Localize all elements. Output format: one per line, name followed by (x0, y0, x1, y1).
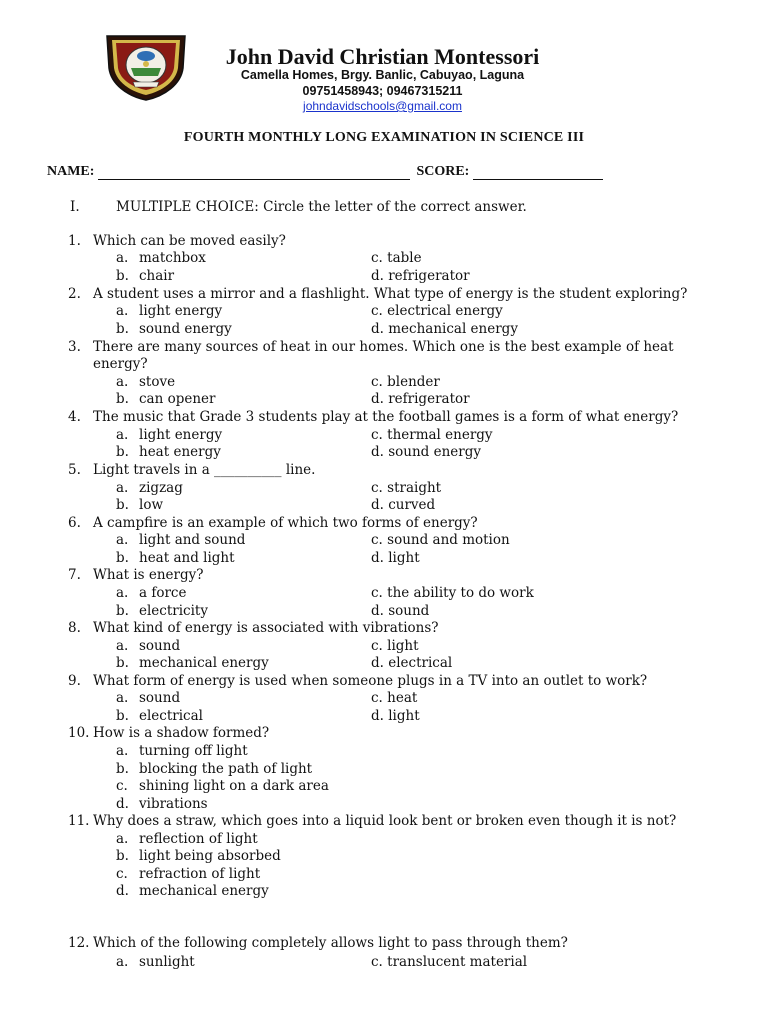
option-letter[interactable]: d. (116, 796, 129, 812)
option-letter[interactable]: c. (116, 778, 128, 794)
option-text: electrical (139, 708, 203, 724)
option-text: sound (139, 690, 181, 706)
option-text: light energy (139, 303, 223, 319)
option-letter[interactable]: a. (116, 831, 129, 847)
option-text: sunlight (139, 954, 195, 970)
option-right[interactable]: d. electrical (371, 655, 453, 671)
option-right[interactable]: d. light (371, 550, 420, 566)
option-right[interactable]: d. sound energy (371, 444, 481, 460)
option-letter[interactable]: b. (116, 497, 129, 513)
question-text: There are many sources of heat in our homes. Which one is the best example of heat (93, 339, 674, 355)
option-letter[interactable]: b. (116, 708, 129, 724)
question-text: What kind of energy is associated with vibrations? (93, 620, 439, 636)
school-phone: 09751458943; 09467315211 (302, 84, 463, 98)
question-text: Why does a straw, which goes into a liquid look bent or broken even though it is not? (93, 813, 677, 829)
option-letter[interactable]: c. (116, 866, 128, 882)
option-right[interactable]: c. the ability to do work (371, 585, 534, 601)
school-address: Camella Homes, Brgy. Banlic, Cabuyao, Laguna (240, 68, 525, 82)
section-instruction: MULTIPLE CHOICE: Circle the letter of the correct answer. (116, 199, 527, 215)
option-letter[interactable]: b. (116, 655, 129, 671)
option-letter[interactable]: b. (116, 848, 129, 864)
school-email-link[interactable]: johndavidschools@gmail.com (303, 99, 462, 113)
option-right[interactable]: c. light (371, 638, 419, 654)
option-text: light energy (139, 427, 223, 443)
option-letter[interactable]: b. (116, 321, 129, 337)
question-number: 12. (68, 935, 90, 951)
question-number: 6. (68, 515, 81, 531)
section-heading (70, 199, 527, 215)
option-letter[interactable]: a. (116, 427, 129, 443)
option-right[interactable]: c. translucent material (371, 954, 528, 970)
score-label: SCORE: (416, 164, 470, 179)
option-letter[interactable]: b. (116, 550, 129, 566)
option-right[interactable]: d. refrigerator (371, 268, 470, 284)
question-number: 9. (68, 673, 81, 689)
name-field[interactable] (98, 165, 410, 180)
option-letter[interactable]: a. (116, 374, 129, 390)
option-text: sound energy (139, 321, 232, 337)
option-right[interactable]: c. straight (371, 480, 442, 496)
option-text: mechanical energy (139, 655, 269, 671)
option-right[interactable]: d. refrigerator (371, 391, 470, 407)
name-label: NAME: (47, 164, 95, 179)
question-number: 1. (68, 233, 81, 249)
question-number: 5. (68, 462, 81, 478)
question-text: What is energy? (93, 567, 204, 583)
question-text: A student uses a mirror and a flashlight. What type of energy is the student exploring? (93, 286, 688, 302)
option-letter[interactable]: a. (116, 638, 129, 654)
option-text: a force (139, 585, 187, 601)
option-text: light being absorbed (139, 848, 281, 864)
option-right[interactable]: d. mechanical energy (371, 321, 518, 337)
question-number: 8. (68, 620, 81, 636)
option-text: refraction of light (139, 866, 261, 882)
option-letter[interactable]: a. (116, 690, 129, 706)
option-letter[interactable]: b. (116, 268, 129, 284)
question-text: Which of the following completely allows light to pass through them? (93, 935, 568, 951)
option-text: reflection of light (139, 831, 258, 847)
question-text: Light travels in a __________ line. (93, 462, 316, 478)
name-score-row (47, 164, 603, 180)
question-text: A campfire is an example of which two forms of energy? (93, 515, 478, 531)
question-text: How is a shadow formed? (93, 725, 270, 741)
option-text: matchbox (139, 250, 206, 266)
option-right[interactable]: c. heat (371, 690, 418, 706)
question-number: 7. (68, 567, 81, 583)
question-text-continued: energy? (93, 356, 148, 372)
option-letter[interactable]: a. (116, 480, 129, 496)
question-number: 11. (68, 813, 90, 829)
question-text: The music that Grade 3 students play at the football games is a form of what energy? (93, 409, 679, 425)
school-name: John David Christian Montessori (225, 44, 540, 69)
option-right[interactable]: c. blender (371, 374, 440, 390)
option-text: mechanical energy (139, 883, 269, 899)
section-numeral: I. (70, 199, 80, 215)
option-right[interactable]: d. curved (371, 497, 436, 513)
option-text: shining light on a dark area (139, 778, 329, 794)
option-text: turning off light (139, 743, 248, 759)
option-right[interactable]: d. light (371, 708, 420, 724)
question-number: 10. (68, 725, 90, 741)
school-logo-icon (103, 32, 189, 102)
option-letter[interactable]: a. (116, 303, 129, 319)
option-right[interactable]: c. table (371, 250, 422, 266)
option-letter[interactable]: b. (116, 444, 129, 460)
option-letter[interactable]: a. (116, 954, 129, 970)
option-text: stove (139, 374, 176, 390)
option-letter[interactable]: a. (116, 532, 129, 548)
question-text: What form of energy is used when someone plugs in a TV into an outlet to work? (93, 673, 648, 689)
option-text: electricity (139, 603, 208, 619)
question-number: 3. (68, 339, 81, 355)
option-letter[interactable]: d. (116, 883, 129, 899)
option-letter[interactable]: a. (116, 585, 129, 601)
score-field[interactable] (473, 165, 603, 180)
option-right[interactable]: d. sound (371, 603, 430, 619)
option-text: light and sound (139, 532, 246, 548)
option-letter[interactable]: b. (116, 603, 129, 619)
option-text: heat and light (139, 550, 235, 566)
option-right[interactable]: c. electrical energy (371, 303, 503, 319)
option-text: vibrations (139, 796, 208, 812)
option-letter[interactable]: a. (116, 743, 129, 759)
option-right[interactable]: c. sound and motion (371, 532, 510, 548)
option-letter[interactable]: b. (116, 391, 129, 407)
option-text: low (139, 497, 164, 513)
option-text: chair (139, 268, 175, 284)
option-text: can opener (139, 391, 216, 407)
option-letter[interactable]: a. (116, 250, 129, 266)
exam-title: FOURTH MONTHLY LONG EXAMINATION IN SCIENCE III (183, 130, 585, 145)
option-text: sound (139, 638, 181, 654)
question-number: 2. (68, 286, 81, 302)
option-text: zigzag (139, 480, 183, 496)
option-letter[interactable]: b. (116, 761, 129, 777)
option-text: blocking the path of light (139, 761, 313, 777)
question-text: Which can be moved easily? (93, 233, 286, 249)
option-right[interactable]: c. thermal energy (371, 427, 493, 443)
option-text: heat energy (139, 444, 221, 460)
question-number: 4. (68, 409, 81, 425)
